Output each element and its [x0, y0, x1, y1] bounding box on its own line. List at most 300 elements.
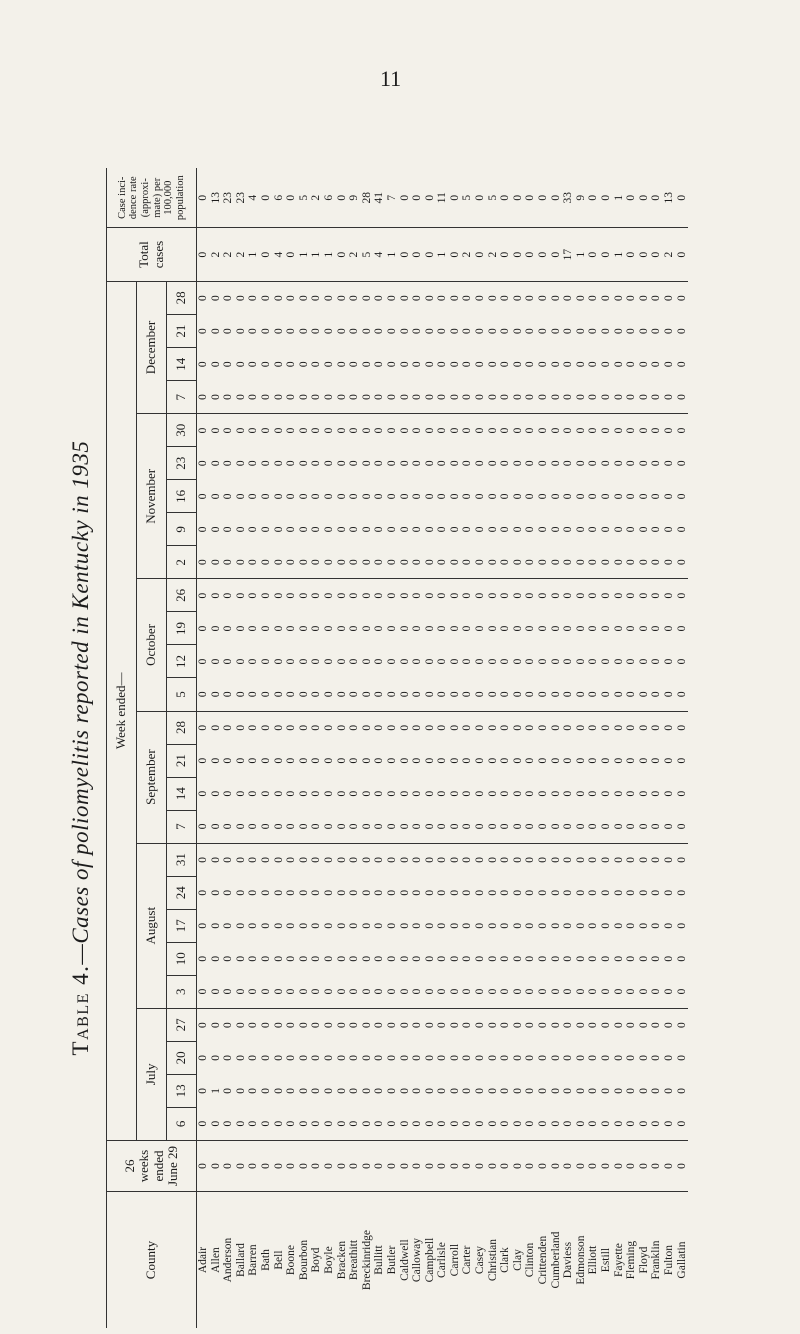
- week-value: 0: [662, 757, 675, 764]
- week-value: 0: [575, 678, 588, 711]
- week-value: 0: [247, 625, 260, 632]
- week-value: 0: [297, 724, 310, 731]
- week-value: 0: [600, 1088, 612, 1094]
- week-value: 0: [234, 328, 247, 335]
- week-value: 0: [550, 1107, 563, 1140]
- week-value: 0: [448, 724, 461, 731]
- table-row: [487, 168, 500, 1328]
- week-value: 0: [222, 857, 235, 863]
- week-value: 0: [322, 922, 335, 929]
- week-value: 0: [423, 1054, 436, 1061]
- week-value: 0: [259, 889, 272, 896]
- week-value: 0: [537, 526, 550, 533]
- week-value: 0: [562, 381, 575, 414]
- week-value: 0: [662, 493, 675, 500]
- week-day-header: 5: [167, 678, 197, 711]
- week-value: 0: [210, 1140, 223, 1191]
- county-name-text: Floyd: [637, 1246, 650, 1274]
- week-value: 0: [524, 625, 537, 632]
- total-cases-value: 0: [600, 228, 613, 281]
- week-value: 0: [323, 1140, 336, 1191]
- table-row: [424, 168, 437, 1328]
- county-name-text: Elliott: [587, 1245, 600, 1275]
- week-value: 0: [625, 889, 638, 896]
- county-name-text: Carter: [461, 1245, 474, 1275]
- week-value: 0: [625, 361, 638, 368]
- week-value: 0: [336, 678, 349, 711]
- week-value: 0: [259, 1022, 272, 1028]
- week-value: 0: [348, 328, 361, 335]
- week-day-header: 28: [167, 711, 197, 744]
- rate-value: 0: [638, 168, 651, 228]
- week-value: 0: [411, 922, 424, 929]
- week-value: 0: [423, 955, 436, 962]
- week-value: 0: [662, 625, 675, 632]
- week-value: 0: [411, 678, 424, 711]
- week-value: 0: [335, 724, 348, 731]
- week-value: 0: [549, 427, 562, 434]
- county-name-text: Ballard: [234, 1243, 247, 1277]
- week-value: 0: [436, 381, 449, 414]
- week-value: 0: [486, 1022, 499, 1028]
- total-cases-value: 0: [524, 228, 537, 281]
- week-value: 0: [612, 1022, 625, 1028]
- week-value: 0: [448, 922, 461, 929]
- week-value: 0: [524, 889, 537, 896]
- week-value: 0: [461, 955, 474, 962]
- week-value: 0: [360, 427, 373, 434]
- week-value: 0: [474, 810, 487, 843]
- week-value: 0: [499, 955, 512, 962]
- week-value: 0: [448, 889, 461, 896]
- week-value: 0: [335, 295, 348, 302]
- week-value: 0: [322, 493, 335, 500]
- week-value: 0: [474, 678, 487, 711]
- rate-value: 6: [323, 168, 336, 228]
- week-value: 0: [663, 1140, 676, 1191]
- week-value: 0: [298, 1140, 311, 1191]
- month-header-august: August: [137, 843, 167, 1008]
- week-value: 0: [474, 724, 487, 731]
- week-value: 0: [637, 889, 650, 896]
- week-value: 0: [336, 1140, 349, 1191]
- week-value: 0: [600, 1054, 612, 1061]
- week-value: 0: [562, 526, 575, 533]
- week-value: 0: [272, 1054, 285, 1061]
- week-value: 0: [322, 625, 335, 632]
- week-value: 0: [499, 757, 512, 764]
- week-value: 0: [272, 1022, 285, 1028]
- week-value: 0: [638, 1107, 651, 1140]
- week-value: 0: [222, 381, 235, 414]
- week-value: 0: [247, 328, 260, 335]
- week-value: 0: [436, 1022, 449, 1028]
- table-row: [222, 168, 235, 1328]
- week-value: 0: [511, 361, 524, 368]
- week-value: 0: [322, 460, 335, 467]
- week-value: 0: [386, 1107, 399, 1140]
- week-value: 0: [436, 427, 449, 434]
- week-value: 0: [675, 857, 688, 863]
- county-name: [386, 1192, 399, 1328]
- week-value: 0: [461, 1022, 474, 1028]
- week-value: 0: [373, 381, 386, 414]
- county-name-text: Anderson: [222, 1237, 235, 1283]
- week-day-header: 14: [167, 348, 197, 381]
- week-value: 0: [436, 857, 449, 863]
- week-value: 0: [612, 625, 625, 632]
- rate-value: 0: [474, 168, 487, 228]
- week-value: 0: [511, 955, 524, 962]
- week-value: 0: [537, 427, 550, 434]
- week-value: 0: [562, 493, 575, 500]
- table-row: [235, 168, 248, 1328]
- total-cases-value: 2: [222, 228, 235, 281]
- week-value: 0: [625, 790, 638, 797]
- week-value: 0: [398, 460, 411, 467]
- week-value: 0: [637, 625, 650, 632]
- week-value: 0: [272, 857, 285, 863]
- week-value: 0: [675, 1022, 688, 1028]
- week-value: 0: [511, 295, 524, 302]
- week-value: 0: [474, 1054, 487, 1061]
- week-value: 0: [663, 810, 676, 843]
- week-day-header: 7: [167, 810, 197, 843]
- week-value: 0: [222, 1054, 235, 1061]
- week-value: 0: [549, 757, 562, 764]
- week-value: 0: [587, 790, 600, 797]
- week-value: 0: [474, 955, 487, 962]
- week-value: 0: [234, 889, 247, 896]
- week-value: 0: [247, 592, 260, 599]
- week-value: 0: [637, 922, 650, 929]
- week-value: 0: [474, 790, 487, 797]
- week-day-header: 12: [167, 645, 197, 678]
- week-value: 0: [549, 857, 562, 863]
- total-cases-value: 1: [613, 228, 626, 281]
- week-value: 0: [335, 1022, 348, 1028]
- county-name-text: Bourbon: [297, 1239, 310, 1281]
- week-value: 0: [549, 724, 562, 731]
- week-value: 0: [486, 427, 499, 434]
- week-value: 0: [512, 1107, 525, 1140]
- week-value: 0: [650, 1088, 663, 1094]
- week-value: 0: [385, 1088, 398, 1094]
- week-value: 0: [461, 1088, 474, 1094]
- week-value: 0: [587, 757, 600, 764]
- total-cases-value: 0: [499, 228, 512, 281]
- week-value: 0: [297, 955, 310, 962]
- week-value: 0: [600, 460, 612, 467]
- week-value: 0: [423, 757, 436, 764]
- week-value: 0: [537, 724, 550, 731]
- week-value: 0: [511, 1088, 524, 1094]
- week-value: 0: [398, 526, 411, 533]
- week-value: 0: [524, 857, 537, 863]
- week-value: 0: [550, 678, 563, 711]
- week-day-header: 24: [167, 876, 197, 909]
- week-day-header: 9: [167, 513, 197, 546]
- week-value: 0: [259, 493, 272, 500]
- week-value: 0: [360, 526, 373, 533]
- week-value: 0: [322, 592, 335, 599]
- week-value: 0: [285, 625, 298, 632]
- week-value: 0: [322, 955, 335, 962]
- week-value: 0: [650, 1107, 663, 1140]
- week-value: 0: [222, 757, 235, 764]
- week-value: 0: [335, 857, 348, 863]
- week-value: 0: [373, 1088, 386, 1094]
- week-value: 0: [373, 295, 386, 302]
- week-value: 0: [411, 975, 424, 1008]
- week-value: 0: [625, 381, 638, 414]
- week-value: 0: [512, 810, 525, 843]
- week-value: 0: [222, 810, 235, 843]
- week-value: 0: [574, 857, 587, 863]
- week-value: 0: [625, 526, 638, 533]
- week-value: 0: [398, 493, 411, 500]
- week-value: 0: [209, 460, 222, 467]
- county-name: [638, 1192, 651, 1328]
- week-value: 0: [386, 678, 399, 711]
- week-value: 0: [310, 1140, 323, 1191]
- total-cases-value: 2: [663, 228, 676, 281]
- week-value: 0: [348, 1054, 361, 1061]
- week-value: 0: [625, 1140, 638, 1191]
- week-value: 0: [625, 427, 638, 434]
- rate-header: [107, 168, 197, 228]
- week-value: 0: [209, 724, 222, 731]
- week-value: 0: [675, 889, 688, 896]
- week-value: 0: [298, 381, 311, 414]
- week-value: 0: [197, 658, 209, 665]
- week-value: 0: [197, 810, 210, 843]
- total-cases-header-line: Total: [136, 241, 152, 268]
- week-value: 0: [386, 546, 399, 579]
- week-value: 0: [373, 658, 386, 665]
- week-value: 0: [562, 427, 575, 434]
- week-value: 0: [348, 757, 361, 764]
- county-name: [524, 1192, 537, 1328]
- week-value: 0: [511, 658, 524, 665]
- week-value: 0: [612, 592, 625, 599]
- week-value: 0: [234, 757, 247, 764]
- week-value: 0: [209, 526, 222, 533]
- week-value: 0: [322, 658, 335, 665]
- week-value: 0: [662, 1054, 675, 1061]
- week-value: 0: [398, 922, 411, 929]
- week-value: 0: [600, 889, 612, 896]
- week-value: 0: [524, 922, 537, 929]
- week-value: 0: [637, 1088, 650, 1094]
- week-value: 0: [411, 546, 424, 579]
- week-value: 0: [587, 724, 600, 731]
- rate-header-line: Case inci-: [116, 176, 128, 219]
- week-value: 0: [272, 955, 285, 962]
- week-value: 0: [209, 592, 222, 599]
- county-name-text: Crittenden: [537, 1235, 550, 1285]
- county-name-text: Campbell: [423, 1237, 436, 1283]
- week-value: 0: [285, 658, 298, 665]
- week-value: 0: [625, 546, 638, 579]
- week-value: 0: [423, 526, 436, 533]
- week-value: 0: [272, 922, 285, 929]
- week-value: 0: [234, 625, 247, 632]
- week-value: 0: [612, 328, 625, 335]
- week-value: 0: [613, 1107, 626, 1140]
- week-value: 0: [524, 757, 537, 764]
- table-row: [348, 168, 361, 1328]
- first-period-header-line: 26: [121, 1159, 137, 1173]
- week-value: 0: [423, 889, 436, 896]
- week-value: 0: [499, 1054, 512, 1061]
- week-value: 0: [549, 955, 562, 962]
- week-value: 0: [373, 810, 386, 843]
- first-period-header-line: ended: [150, 1150, 166, 1182]
- county-name-text: Boyd: [310, 1247, 323, 1273]
- week-value: 0: [675, 493, 688, 500]
- week-value: 0: [272, 724, 285, 731]
- week-day-header: 19: [167, 612, 197, 645]
- week-value: 0: [511, 427, 524, 434]
- week-value: 0: [662, 724, 675, 731]
- week-value: 0: [524, 427, 537, 434]
- week-value: 0: [676, 381, 689, 414]
- week-value: 0: [360, 857, 373, 863]
- week-value: 0: [574, 658, 587, 665]
- week-value: 0: [348, 1022, 361, 1028]
- county-name: [487, 1192, 500, 1328]
- rate-value: 11: [436, 168, 449, 228]
- week-value: 0: [360, 658, 373, 665]
- week-value: 0: [549, 790, 562, 797]
- week-value: 0: [562, 678, 575, 711]
- week-value: 0: [449, 1107, 462, 1140]
- week-value: 0: [423, 625, 436, 632]
- week-value: 0: [650, 295, 663, 302]
- week-value: 0: [461, 592, 474, 599]
- week-value: 0: [637, 658, 650, 665]
- total-cases-value: 0: [449, 228, 462, 281]
- week-value: 0: [247, 790, 260, 797]
- week-value: 0: [398, 295, 411, 302]
- week-value: 0: [486, 857, 499, 863]
- county-name-text: Fleming: [625, 1240, 638, 1280]
- week-day-header: 10: [167, 942, 197, 975]
- week-value: 0: [487, 1107, 500, 1140]
- week-value: 0: [436, 955, 449, 962]
- week-value: 0: [398, 658, 411, 665]
- week-value: 0: [310, 546, 323, 579]
- week-value: 0: [650, 328, 663, 335]
- week-value: 0: [511, 460, 524, 467]
- week-value: 0: [423, 328, 436, 335]
- week-value: 0: [511, 1022, 524, 1028]
- week-value: 0: [197, 1140, 210, 1191]
- week-value: 0: [348, 295, 361, 302]
- week-value: 0: [587, 810, 600, 843]
- week-value: 0: [486, 361, 499, 368]
- week-value: 0: [385, 625, 398, 632]
- week-day-header: 2: [167, 546, 197, 579]
- week-value: 0: [247, 757, 260, 764]
- week-value: 0: [537, 857, 550, 863]
- rate-value: 23: [222, 168, 235, 228]
- week-value: 0: [487, 975, 500, 1008]
- week-value: 0: [222, 361, 235, 368]
- week-value: 0: [423, 1088, 436, 1094]
- week-value: 0: [348, 1140, 361, 1191]
- week-value: 0: [197, 955, 209, 962]
- week-value: 0: [549, 592, 562, 599]
- week-value: 0: [675, 295, 688, 302]
- week-value: 0: [524, 546, 537, 579]
- week-value: 0: [259, 724, 272, 731]
- week-value: 0: [209, 328, 222, 335]
- week-value: 0: [575, 381, 588, 414]
- week-value: 0: [448, 757, 461, 764]
- county-name-text: Cumberland: [549, 1231, 562, 1289]
- week-value: 0: [424, 546, 437, 579]
- week-value: 0: [436, 810, 449, 843]
- week-value: 0: [474, 460, 487, 467]
- week-value: 0: [235, 1107, 248, 1140]
- week-value: 0: [234, 922, 247, 929]
- county-name: [575, 1192, 588, 1328]
- week-value: 0: [297, 889, 310, 896]
- week-value: 0: [385, 857, 398, 863]
- total-cases-value: 0: [676, 228, 689, 281]
- week-value: 0: [474, 592, 487, 599]
- week-value: 0: [587, 1107, 600, 1140]
- rate-value: 13: [210, 168, 223, 228]
- week-value: 0: [398, 1022, 411, 1028]
- week-value: 0: [259, 592, 272, 599]
- week-value: 0: [625, 1022, 638, 1028]
- table-row: [399, 168, 412, 1328]
- week-value: 0: [386, 381, 399, 414]
- week-value: 0: [259, 790, 272, 797]
- week-value: 0: [574, 592, 587, 599]
- week-value: 0: [436, 592, 449, 599]
- week-value: 0: [574, 526, 587, 533]
- week-value: 0: [247, 295, 260, 302]
- table-row: [336, 168, 349, 1328]
- table-title: [68, 168, 94, 1328]
- week-value: 0: [423, 922, 436, 929]
- week-value: 0: [310, 1107, 323, 1140]
- week-value: 0: [423, 592, 436, 599]
- week-value: 0: [574, 889, 587, 896]
- week-value: 0: [361, 1107, 374, 1140]
- week-value: 0: [385, 658, 398, 665]
- week-value: 0: [650, 1054, 663, 1061]
- week-value: 0: [574, 757, 587, 764]
- week-value: 0: [234, 1054, 247, 1061]
- table-row: [373, 168, 386, 1328]
- week-value: 0: [222, 526, 235, 533]
- week-value: 0: [360, 790, 373, 797]
- week-value: 0: [524, 975, 537, 1008]
- week-value: 0: [587, 295, 600, 302]
- week-day-header: 28: [167, 281, 197, 314]
- week-value: 0: [675, 328, 688, 335]
- week-value: 0: [247, 1107, 260, 1140]
- week-value: 0: [575, 975, 588, 1008]
- week-value: 0: [247, 955, 260, 962]
- week-day-header: 26: [167, 579, 197, 612]
- week-value: 0: [650, 857, 663, 863]
